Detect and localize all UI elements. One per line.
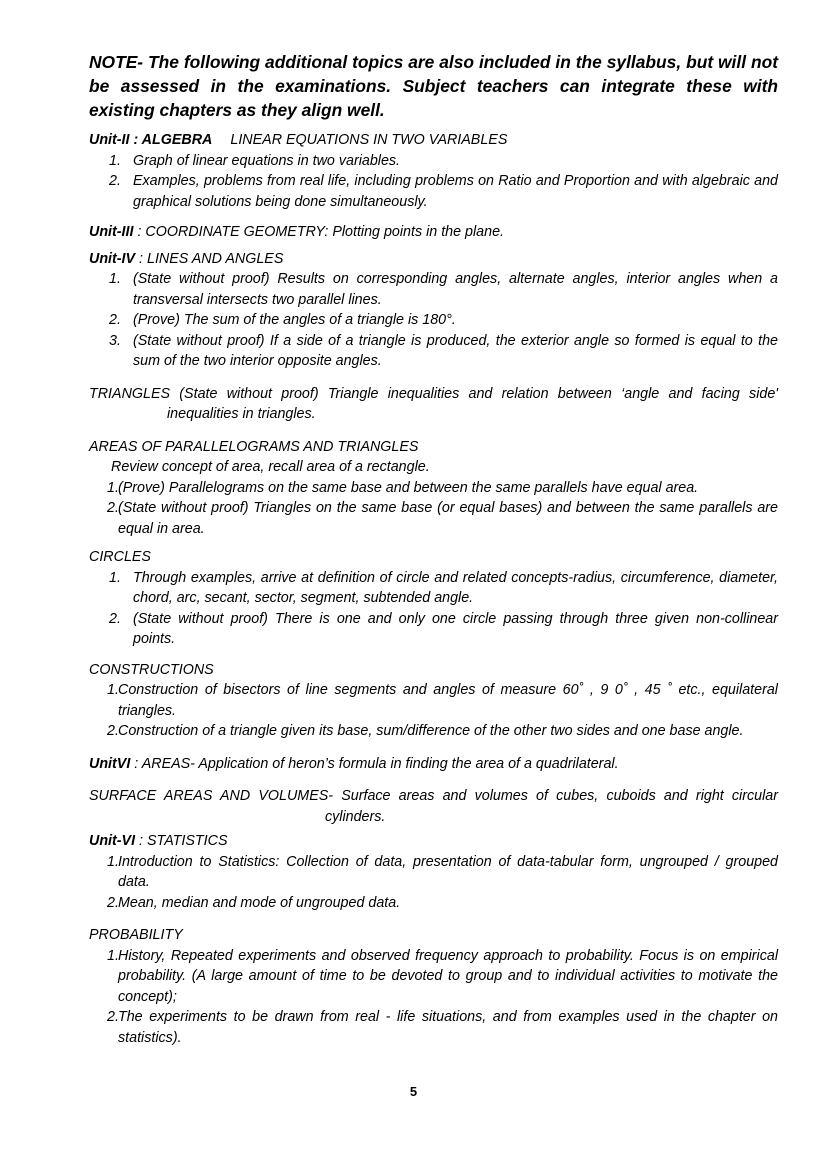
topic-list <box>89 478 778 540</box>
item-number: 2. <box>107 894 119 911</box>
section-title: : STATISTICS <box>139 833 228 849</box>
section-areas-heron <box>89 754 778 775</box>
item-text: Through examples, arrive at definition of circle and related concepts-radius, circumference, diameter, chord, arc, secant, sector, segment, subtended angle. <box>133 569 778 606</box>
list-item <box>89 893 778 914</box>
topic-list <box>89 151 778 213</box>
unit-label: Unit-III <box>89 224 134 240</box>
section-statistics <box>89 831 778 913</box>
item-text: (State without proof) Triangles on the same base (or equal bases) and between the same parallels are equal in area. <box>118 500 778 537</box>
item-text: Construction of bisectors of line segments and angles of measure 60˚ , 9 0˚ , 45 ˚ etc., equilateral triangles. <box>118 682 778 719</box>
list-item <box>89 478 778 499</box>
item-number: 2. <box>109 610 121 627</box>
section-title: CIRCLES <box>89 549 151 565</box>
section-lines-angles <box>89 249 778 372</box>
section-areas-parallelograms <box>89 437 778 540</box>
item-number: 2. <box>109 173 121 189</box>
page-number: 5 <box>409 1084 418 1099</box>
section-heading <box>89 754 778 775</box>
section-title: : LINES AND ANGLES <box>139 250 284 267</box>
list-item <box>89 568 778 609</box>
section-constructions <box>89 660 778 742</box>
item-text: (State without proof) If a side of a triangle is produced, the exterior angle so formed is equal to the sum of the two interior opposite angles. <box>133 332 778 369</box>
list-item <box>89 498 778 539</box>
section-surface-areas <box>89 786 778 827</box>
section-circles <box>89 547 778 650</box>
list-item <box>89 1007 778 1048</box>
topic-list <box>89 852 778 914</box>
section-heading <box>89 831 778 852</box>
unit-label: UnitVI <box>89 755 131 772</box>
section-probability <box>89 925 778 1048</box>
item-text: Construction of a triangle given its base, sum/difference of the other two sides and one base angle. <box>118 723 744 739</box>
item-text: The experiments to be drawn from real - life situations, and from examples used in the chapter on statistics). <box>118 1009 778 1046</box>
section-heading <box>89 249 778 270</box>
item-text: (State without proof) Results on corresponding angles, alternate angles, interior angles when a transversal intersects two parallel lines. <box>133 271 778 308</box>
syllabus-page <box>89 50 778 1048</box>
topic-list <box>89 568 778 650</box>
section-title: CONSTRUCTIONS <box>89 661 214 678</box>
list-item <box>89 852 778 893</box>
list-item <box>89 310 778 331</box>
unit-label: Unit-VI <box>89 833 136 849</box>
unit-label: Unit-IV <box>89 250 136 267</box>
surface-areas-paragraph: SURFACE AREAS AND VOLUMES- Surface areas and volumes of cubes, cuboids and right circular cylinders. <box>89 788 778 825</box>
topic-list <box>89 269 778 372</box>
item-number: 1. <box>107 947 119 964</box>
item-number: 1. <box>109 569 121 586</box>
list-item <box>89 609 778 650</box>
item-text: Mean, median and mode of ungrouped data. <box>118 894 401 911</box>
section-coordinate-geometry <box>89 222 778 243</box>
item-text: (Prove) Parallelograms on the same base and between the same parallels have equal area. <box>118 479 699 496</box>
section-title: AREAS OF PARALLELOGRAMS AND TRIANGLES <box>89 438 419 455</box>
note-paragraph: NOTE- The following additional topics are also included in the syllabus, but will not be assessed in the examinations. Subject teachers can integrate these with existing chapters as they align well. <box>89 52 778 120</box>
triangles-paragraph: TRIANGLES (State without proof) Triangle inequalities and relation between ‘angle and facing side' inequalities in triangles. <box>89 385 778 422</box>
list-item <box>89 171 778 212</box>
section-title: PROBABILITY <box>89 927 183 943</box>
item-number: 1. <box>107 682 119 698</box>
item-text: Graph of linear equations in two variables. <box>133 152 401 169</box>
topic-list <box>89 946 778 1049</box>
section-intro: Review concept of area, recall area of a rectangle. <box>111 459 430 475</box>
list-item <box>89 269 778 310</box>
item-number: 3. <box>109 332 121 349</box>
item-text: Examples, problems from real life, including problems on Ratio and Proportion and with algebraic and graphical solutions being done simultaneously. <box>133 173 778 210</box>
section-heading <box>89 130 778 151</box>
item-number: 1. <box>109 152 121 169</box>
item-number: 1. <box>109 271 121 287</box>
section-triangles <box>89 384 778 425</box>
list-item <box>89 680 778 721</box>
topic-list <box>89 680 778 742</box>
section-heading <box>89 222 778 243</box>
list-item <box>89 946 778 1008</box>
list-item <box>89 151 778 172</box>
section-title: LINEAR EQUATIONS IN TWO VARIABLES <box>230 132 508 148</box>
item-number: 2. <box>107 500 119 516</box>
list-item <box>89 331 778 372</box>
unit-label: Unit-II : ALGEBRA <box>89 132 213 148</box>
item-number: 2. <box>107 723 119 739</box>
item-text: Introduction to Statistics: Collection of data, presentation of data-tabular form, ungrouped / grouped data. <box>118 853 778 890</box>
section-title: : AREAS- Application of heron’s formula in finding the area of a quadrilateral. <box>134 755 619 772</box>
item-number: 2. <box>107 1009 119 1025</box>
list-item <box>89 721 778 742</box>
section-algebra <box>89 130 778 212</box>
item-text: (Prove) The sum of the angles of a triangle is 180°. <box>133 312 456 328</box>
section-title: : COORDINATE GEOMETRY: Plotting points in the plane. <box>137 224 505 240</box>
item-number: 2. <box>109 312 121 328</box>
item-number: 1. <box>107 853 119 870</box>
item-text: History, Repeated experiments and observed frequency approach to probability. Focus is on empirical probability. (A large amount of time to be devoted to group and to individual activities to motivate the concept); <box>118 947 778 1005</box>
item-number: 1. <box>107 479 119 496</box>
item-text: (State without proof) There is one and only one circle passing through three given non-collinear points. <box>133 610 778 647</box>
